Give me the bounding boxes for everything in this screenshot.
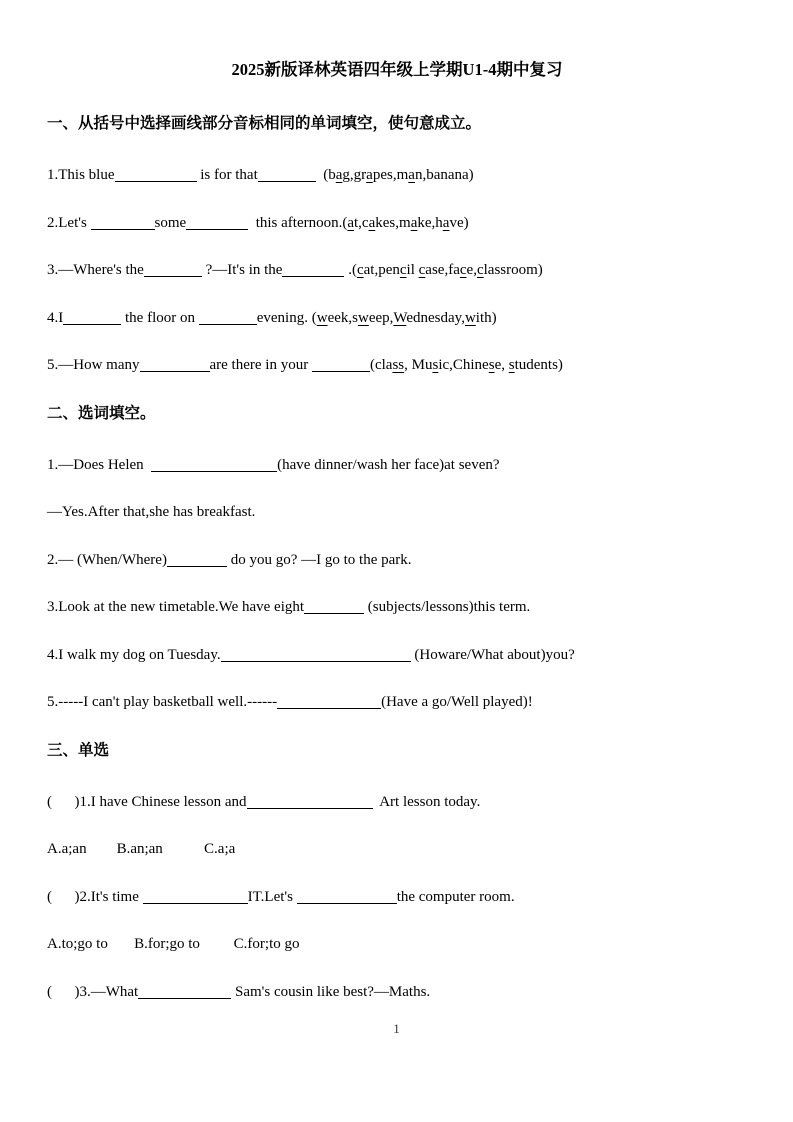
underlined-letter: c [356,262,364,278]
answer-blank [258,169,316,182]
sec1-question-1: 1.This blue is for that (bag,grapes,man,banana) [47,167,474,183]
sec1-question-4: 4.I the floor on evening. (week,sweep,Wednesday,with) [47,309,497,326]
underlined-letter: ss [392,357,405,373]
answer-blank [221,649,411,662]
sec1-question-5: 5.—How many are there in your (class, Music,Chinese, students) [47,357,563,373]
answer-blank [277,696,381,709]
sec3-question-1: ( )1.I have Chinese lesson and Art lesson today. [47,793,481,810]
answer-blank [297,891,397,904]
underlined-letter: W [393,309,407,326]
underlined-letter: c [476,262,484,278]
sec3-options-1: A.a;an B.an;an C.a;a [47,841,236,857]
sec1-question-2: 2.Let's some this afternoon.(at,cakes,make,have) [47,214,469,231]
answer-blank [115,169,197,182]
underlined-letter: a [347,214,355,231]
underlined-letter: c [418,262,426,278]
section-heading-3: 三、单选 [47,741,110,759]
underlined-letter: s [432,357,439,373]
section-heading-1: 一、从括号中选择画线部分音标相同的单词填空，使句意成立。 [47,115,482,132]
answer-blank [63,312,121,325]
answer-blank [312,359,370,372]
answer-blank [91,217,155,230]
sec2-question-5: 5.-----I can't play basketball well.------ (Have a go/Well played)! [47,694,533,710]
sec2-question-3: 3.Look at the new timetable.We have eight (subjects/lessons)this term. [47,599,531,615]
answer-blank [138,986,231,999]
document-content [47,0,747,1002]
answer-blank [304,601,364,614]
sec1-question-3: 3.—Where's the ?—It's in the .(cat,pencil case,face,classroom) [47,262,543,278]
answer-blank [247,796,373,809]
underlined-letter: a [368,214,376,231]
underlined-letter: s [508,357,515,373]
underlined-letter: a [366,167,373,183]
answer-blank [140,359,210,372]
underlined-letter: a [408,167,415,183]
section-heading-2: 二、选词填空。 [47,404,156,422]
answer-blank [143,891,248,904]
underlined-letter: a [410,214,418,231]
answer-blank [186,217,248,230]
underlined-letter: a [442,214,450,231]
underlined-letter: w [316,309,328,326]
answer-blank [282,264,344,277]
page-number: 1 [393,1021,400,1036]
sec2-answer-line: —Yes.After that,she has breakfast. [47,504,256,520]
sec2-question-2: 2.— (When/Where) do you go? —I go to the park. [47,551,412,568]
sec3-options-2: A.to;go to B.for;go to C.for;to go [47,936,300,952]
underlined-letter: c [459,262,467,278]
underlined-letter: a [335,167,343,183]
answer-blank [144,264,202,277]
sec2-question-4: 4.I walk my dog on Tuesday. (Howare/What about)you? [47,646,575,663]
underlined-letter: w [464,309,476,326]
sec2-question-1: 1.—Does Helen (have dinner/wash her face)at seven? [47,456,500,473]
answer-blank [167,554,227,567]
underlined-letter: s [488,357,495,373]
sec3-question-2: ( )2.It's time IT.Let's the computer room. [47,888,515,905]
sec3-question-3: ( )3.—What Sam's cousin like best?—Maths. [47,983,431,1000]
answer-blank [199,312,257,325]
document-title: 2025新版译林英语四年级上学期U1-4期中复习 [231,60,563,79]
underlined-letter: c [399,262,407,278]
underlined-letter: w [357,309,369,326]
answer-blank [151,459,277,472]
